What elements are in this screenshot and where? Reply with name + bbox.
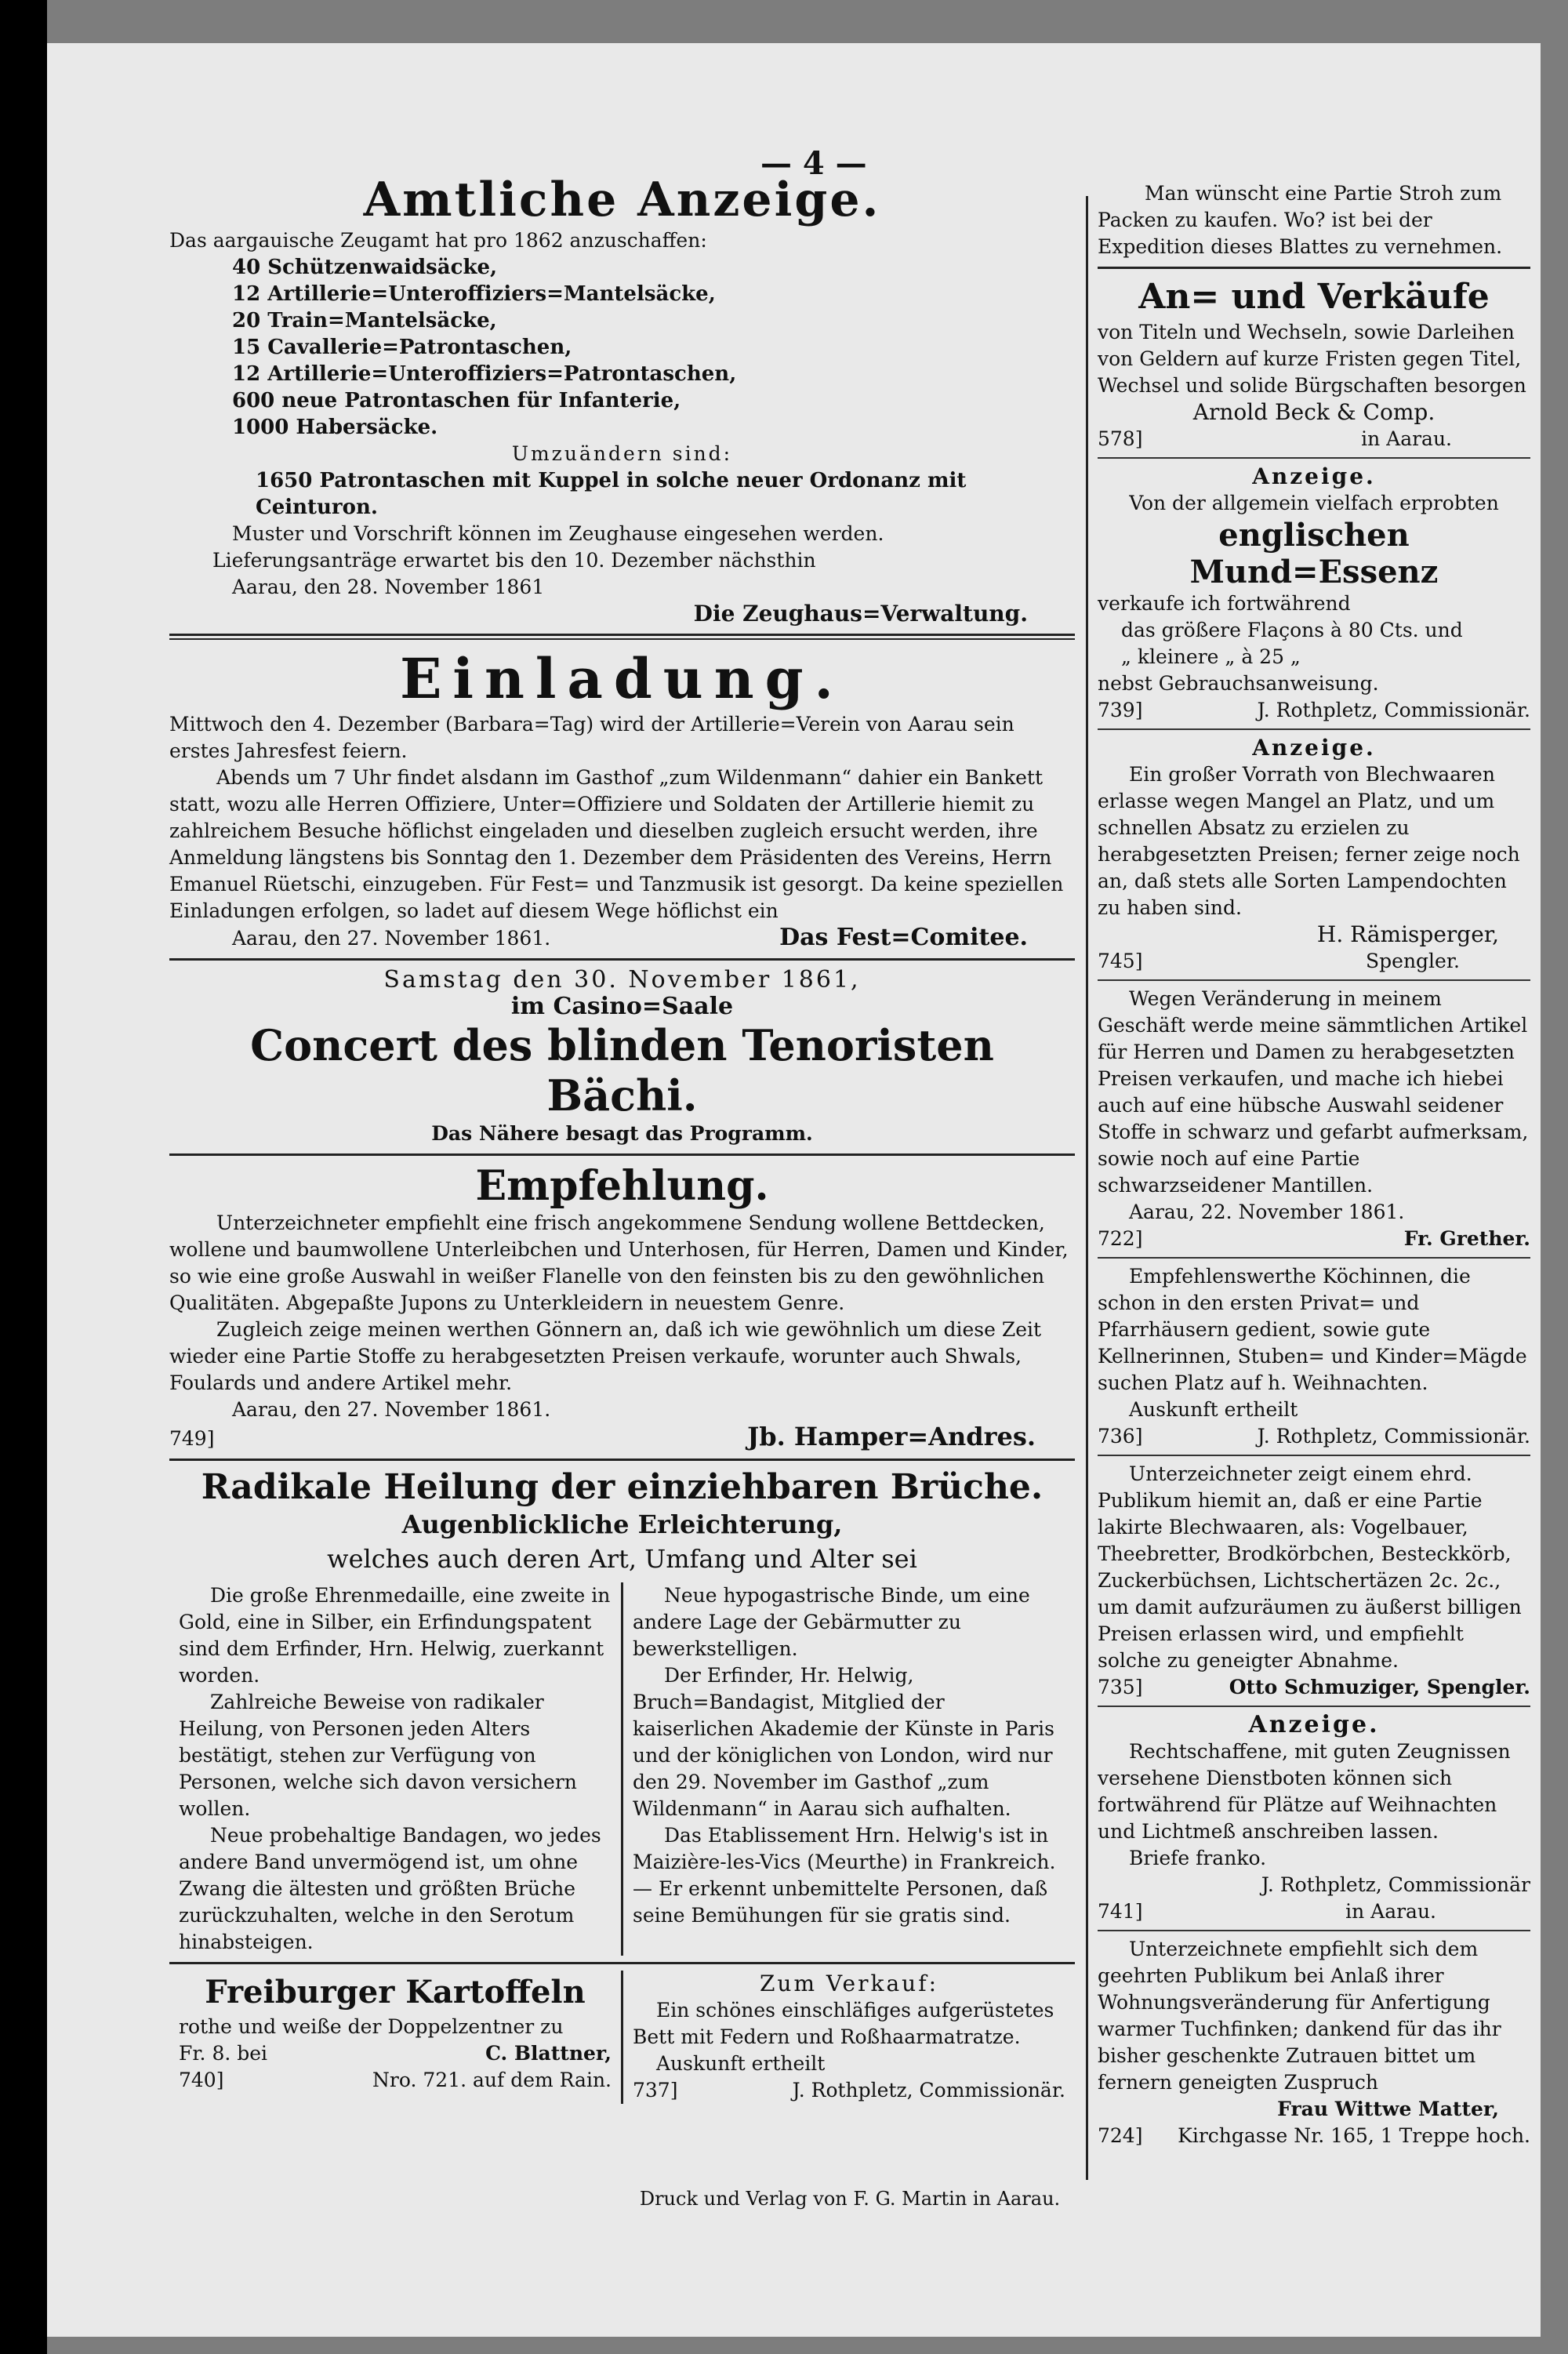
- grether-text: Wegen Veränderung in meinem Geschäft werde meine sämmtlichen Artikel für Herren und Damen zu herabgesetzten Preisen verkaufen, und mache ich hiebei auch auf eine hübsche Auswahl seidener Stoffe in schwarz und gefarbt aufmerksam, sowie noch auf eine Partie schwarzseidener Mantillen.: [1098, 987, 1529, 1197]
- anzeige-signature: J. Rothpletz, Commissionär: [1261, 1873, 1530, 1896]
- schmuziger-notice: [1098, 1461, 1530, 1701]
- empfehlung: [169, 1162, 1075, 1452]
- radikale-paragraph: Neue hypogastrische Binde, um eine andere Lage der Gebärmutter zu bewerkstelligen.: [633, 1584, 1030, 1660]
- anzeige-signature: H. Rämisperger,: [1316, 921, 1499, 947]
- divider: [1098, 1930, 1530, 1931]
- matter-notice: [1098, 1936, 1530, 2149]
- amtliche-item: 12 Artillerie=Unteroffiziers=Mantelsäcke,: [232, 282, 716, 306]
- schm-signature: Otto Schmuziger, Spengler.: [1229, 1676, 1530, 1698]
- anzeige-ref: 741]: [1098, 1900, 1143, 1923]
- radikale-right-column: [621, 1582, 1075, 1956]
- column-divider: [1086, 196, 1088, 2180]
- empfehlung-date: Aarau, den 27. November 1861.: [232, 1398, 551, 1421]
- amtliche-umzuaendern: Umzuändern sind:: [511, 442, 733, 465]
- divider: [1098, 457, 1530, 459]
- einladung-date: Aarau, den 27. November 1861.: [232, 927, 551, 950]
- grether-date: Aarau, 22. November 1861.: [1129, 1201, 1405, 1223]
- concert-note: Das Nähere besagt das Programm.: [431, 1122, 813, 1145]
- divider: [169, 1962, 1075, 1964]
- amtliche-line: Muster und Vorschrift können im Zeughause eingesehen werden.: [232, 522, 884, 545]
- right-column: [1098, 180, 1530, 2149]
- verkauf-line: Auskunft ertheilt: [656, 2052, 826, 2075]
- anzeige-signature: J. Rothpletz, Commissionär.: [1257, 699, 1530, 721]
- an-ref: 578]: [1098, 427, 1143, 450]
- radikale-paragraph: Die große Ehrenmedaille, eine zweite in Gold, eine in Silber, ein Erfindungspatent sind dem Erfinder, Hrn. Helwig, zuerkannt worden.: [179, 1584, 611, 1687]
- divider: [1098, 979, 1530, 981]
- anzeige-blechwaaren: [1098, 735, 1530, 975]
- empfehlung-paragraph: Unterzeichneter empfiehlt eine frisch angekommene Sendung wollene Bettdecken, wollene und baumwollene Unterleibchen und Unterhosen, für Herren, Damen und Kinder, so wie eine große Auswahl in weißer Flanelle von den feinsten bis zu den gewöhnlichen Qualitäten. Abgepaßte Jupons zu Unterkleidern in neuestem Genre.: [169, 1212, 1069, 1314]
- anzeige-mund-essenz: [1098, 463, 1530, 724]
- freiburger-name: C. Blattner,: [485, 2042, 612, 2065]
- anzeige-ref: 739]: [1098, 699, 1143, 721]
- koech-ref: 736]: [1098, 1425, 1143, 1448]
- freiburger-line: Fr. 8. bei: [179, 2042, 268, 2065]
- freiburger-address: Nro. 721. auf dem Rain.: [372, 2069, 612, 2091]
- an-title: An= und Verkäufe: [1138, 277, 1490, 317]
- koech-line: Auskunft ertheilt: [1129, 1398, 1298, 1421]
- amtliche-title: Amtliche Anzeige.: [363, 173, 881, 227]
- freiburger-ref: 740]: [179, 2069, 224, 2091]
- left-column: [169, 173, 1075, 2104]
- anzeige-ref: 745]: [1098, 950, 1143, 972]
- amtliche-signature: Die Zeughaus=Verwaltung.: [693, 601, 1028, 627]
- concert-date: Samstag den 30. November 1861,: [383, 966, 861, 994]
- anzeige-dienstboten: [1098, 1712, 1530, 1925]
- anzeige-text: Rechtschaffene, mit guten Zeugnissen versehene Dienstboten können sich fortwährend für Plätze auf Weihnachten und Lichtmeß anschreiben lassen.: [1098, 1740, 1511, 1843]
- an-text: von Titeln und Wechseln, sowie Darleihen von Geldern auf kurze Fristen gegen Titel, Wechsel und solide Bürgschaften besorgen: [1098, 321, 1526, 397]
- anzeige-text: Von der allgemein vielfach erprobten: [1129, 492, 1499, 514]
- matter-text: Unterzeichnete empfiehlt sich dem geehrten Publikum bei Anlaß ihrer Wohnungsveränderung für Anfertigung warmer Tuchfinken; dankend für das ihr bisher geschenkte Zutrauen bittet um fernern geneigten Zuspruch: [1098, 1938, 1501, 2094]
- radikale-paragraph: Das Etablissement Hrn. Helwig's ist in Maizière-les-Vics (Meurthe) in Frankreich. — Er erkennt unbemittelte Personen, daß seine Bemühungen für sie gratis sind.: [633, 1824, 1056, 1927]
- amtliche-date: Aarau, den 28. November 1861: [232, 576, 545, 598]
- amtliche-item: 20 Train=Mantelsäcke,: [232, 309, 497, 332]
- amtliche-intro: Das aargauische Zeugamt hat pro 1862 anzuschaffen:: [169, 229, 707, 252]
- divider: [169, 634, 1075, 640]
- empfehlung-signature: Jb. Hamper=Andres.: [747, 1422, 1036, 1451]
- radikale-title: Radikale Heilung der einziehbaren Brüche.: [201, 1467, 1044, 1507]
- verkauf-signature: J. Rothpletz, Commissionär.: [792, 2079, 1065, 2102]
- divider: [1098, 1257, 1530, 1259]
- divider: [1098, 267, 1530, 269]
- concert-title: Concert des blinden Tenoristen Bächi.: [250, 1020, 994, 1121]
- radikale-heilung: [169, 1467, 1075, 1956]
- imprint-footer: Druck und Verlag von F. G. Martin in Aarau.: [639, 2188, 1061, 2210]
- matter-ref: 724]: [1098, 2124, 1143, 2147]
- divider: [1098, 1455, 1530, 1456]
- amtliche-item: 600 neue Patrontaschen für Infanterie,: [232, 389, 681, 412]
- empfehlung-paragraph: Zugleich zeige meinen werthen Gönnern an, daß ich wie gewöhnlich um diese Zeit wieder eine Partie Stoffe zu herabgesetzten Preisen verkaufe, worunter auch Shwals, Foulards und andere Artikel mehr.: [169, 1318, 1042, 1394]
- einladung-title: Einladung.: [400, 646, 844, 711]
- verkauf-title: Zum Verkauf:: [759, 1971, 939, 1996]
- anzeige-title: Anzeige.: [1252, 735, 1376, 761]
- anzeige-price: „ kleinere „ à 25 „: [1121, 645, 1301, 668]
- grether-ref: 722]: [1098, 1227, 1143, 1250]
- radikale-sub: Augenblickliche Erleichterung,: [401, 1509, 843, 1539]
- concert: [169, 967, 1075, 1147]
- einladung-signature: Das Fest=Comitee.: [779, 924, 1028, 951]
- stroh-notice: Man wünscht eine Partie Stroh zum Packen zu kaufen. Wo? ist bei der Expedition dieses Blattes zu vernehmen.: [1098, 182, 1503, 258]
- anzeige-product: englischen Mund=Essenz: [1189, 517, 1439, 590]
- einladung-paragraph: Mittwoch den 4. Dezember (Barbara=Tag) wird der Artillerie=Verein von Aarau sein erstes Jahresfest feiern.: [169, 713, 1014, 762]
- schm-text: Unterzeichneter zeigt einem ehrd. Publikum hiemit an, daß er eine Partie lakirte Blechwaaren, als: Vogelbauer, Theebretter, Brodkörbchen, Besteckkörb, Zuckerbüchsen, Lichtschertäzen 2c. 2c., um damit aufzuräumen zu äußerst billigen Preisen erlassen wird, und empfiehlt solche zu geneigter Abnahme.: [1098, 1462, 1522, 1672]
- anzeige-line: Briefe franko.: [1129, 1847, 1267, 1869]
- anzeige-text: nebst Gebrauchsanweisung.: [1098, 672, 1379, 695]
- amtliche-item: 12 Artillerie=Unteroffiziers=Patrontaschen,: [232, 362, 737, 386]
- zum-verkauf: [621, 1971, 1075, 2104]
- amtliche-umzuaendern-item: 1650 Patrontaschen mit Kuppel in solche neuer Ordonanz mit Ceinturon.: [256, 469, 967, 519]
- empfehlung-ref: 749]: [169, 1427, 215, 1450]
- grether-signature: Fr. Grether.: [1403, 1227, 1530, 1250]
- radikale-left-column: [169, 1582, 621, 1956]
- einladung: [169, 646, 1075, 952]
- page-edge-shadow: [0, 0, 47, 2354]
- anzeige-text: Ein großer Vorrath von Blechwaaren erlasse wegen Mangel an Platz, und um schnellen Absatz zu erzielen zu herabgesetzten Preisen; ferner zeige noch an, daß stets alle Sorten Lampendochten zu haben sind.: [1098, 763, 1520, 919]
- matter-signature: Frau Wittwe Matter,: [1277, 2098, 1499, 2120]
- an-place: in Aarau.: [1361, 427, 1452, 450]
- radikale-paragraph: Zahlreiche Beweise von radikaler Heilung, von Personen jeden Alters bestätigt, stehen zur Verfügung von Personen, welche sich davon versichern wollen.: [179, 1691, 577, 1820]
- an-signature: Arnold Beck & Comp.: [1192, 399, 1436, 425]
- amtliche-anzeige: [169, 173, 1075, 627]
- divider: [169, 1459, 1075, 1461]
- divider: [1098, 1706, 1530, 1707]
- einladung-paragraph: Abends um 7 Uhr findet alsdann im Gasthof „zum Wildenmann“ dahier ein Bankett statt, wozu alle Herren Offiziere, Unter=Offiziere und Soldaten der Artillerie hiemit zu zahlreichem Besuche höflichst eingeladen und dieselben zugleich ersucht werden, ihre Anmeldung längstens bis Sonntag den 1. Dezember dem Präsidenten des Vereins, Herrn Emanuel Rüetschi, einzugeben. Für Fest= und Tanzmusik ist gesorgt. Da keine speziellen Einladungen erfolgen, so ladet auf diesem Wege höflichst ein: [169, 766, 1064, 922]
- anzeige-price: das größere Flaçons à 80 Cts. und: [1121, 619, 1463, 641]
- freiburger-kartoffeln: [169, 1971, 621, 2104]
- freiburger-title: Freiburger Kartoffeln: [205, 1974, 586, 2011]
- freiburger-line: rothe und weiße der Doppelzentner zu: [179, 2015, 564, 2038]
- amtliche-item: 1000 Habersäcke.: [232, 416, 438, 439]
- anzeige-title: Anzeige.: [1248, 1711, 1380, 1738]
- radikale-paragraph: Der Erfinder, Hr. Helwig, Bruch=Bandagist, Mitglied der kaiserlichen Akademie der Künste in Paris und der königlichen von London, wird nur den 29. November im Gasthof „zum Wildenmann“ in Aarau sich aufhalten.: [633, 1664, 1054, 1820]
- koechinnen-notice: [1098, 1263, 1530, 1450]
- divider: [169, 958, 1075, 961]
- anzeige-text: verkaufe ich fortwährend: [1098, 592, 1351, 615]
- koech-text: Empfehlenswerthe Köchinnen, die schon in den ersten Privat= und Pfarrhäusern gedient, sowie gute Kellnerinnen, Stuben= und Kinder=Mägde suchen Platz auf h. Weihnachten.: [1098, 1265, 1527, 1394]
- radikale-sub: welches auch deren Art, Umfang und Alter sei: [327, 1544, 917, 1574]
- schm-ref: 735]: [1098, 1676, 1143, 1698]
- divider: [169, 1153, 1075, 1156]
- amtliche-item: 15 Cavallerie=Patrontaschen,: [232, 336, 572, 359]
- empfehlung-title: Empfehlung.: [475, 1162, 769, 1210]
- an-verkaeufe: [1098, 275, 1530, 452]
- matter-address: Kirchgasse Nr. 165, 1 Treppe hoch.: [1178, 2124, 1530, 2147]
- anzeige-role: Spengler.: [1366, 950, 1460, 972]
- divider: [1098, 728, 1530, 730]
- concert-place: im Casino=Saale: [510, 993, 734, 1020]
- page-number: — 4 —: [760, 145, 867, 182]
- verkauf-ref: 737]: [633, 2079, 678, 2102]
- verkauf-text: Ein schönes einschläfiges aufgerüstetes Bett mit Federn und Roßhaarmatratze.: [633, 1999, 1054, 2048]
- anzeige-place: in Aarau.: [1345, 1900, 1436, 1923]
- grether-notice: [1098, 986, 1530, 1252]
- radikale-paragraph: Neue probehaltige Bandagen, wo jedes andere Band unvermögend ist, um ohne Zwang die ältesten und größten Brüche zurückzuhalten, welche in den Serotum hinabsteigen.: [179, 1824, 601, 1953]
- amtliche-line: Lieferungsanträge erwartet bis den 10. Dezember nächsthin: [212, 549, 816, 572]
- anzeige-title: Anzeige.: [1252, 463, 1376, 489]
- amtliche-item: 40 Schützenwaidsäcke,: [232, 256, 498, 279]
- koech-signature: J. Rothpletz, Commissionär.: [1257, 1425, 1530, 1448]
